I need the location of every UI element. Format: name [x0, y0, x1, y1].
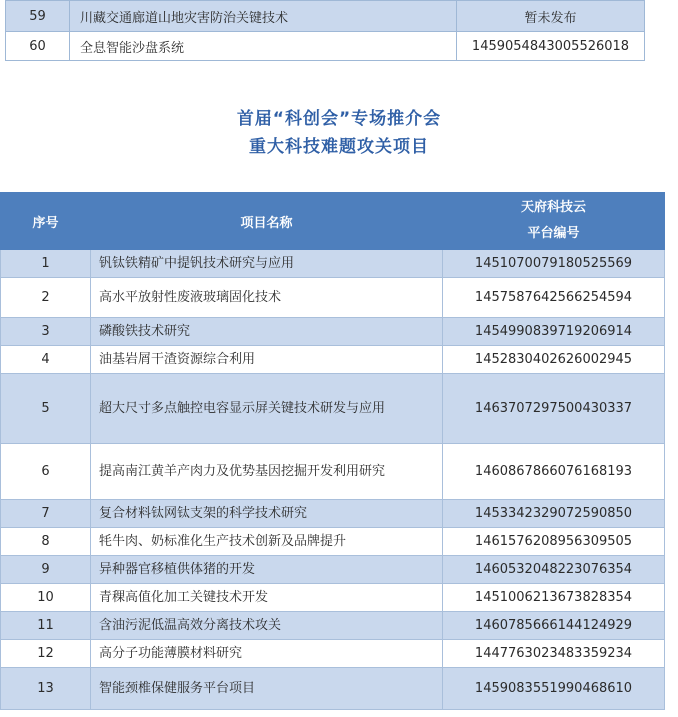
project-name: 磷酸铁技术研究: [91, 318, 443, 346]
platform-id: 1459083551990468610: [443, 668, 665, 710]
table-row: [1, 444, 665, 500]
platform-id: 暂未发布: [457, 1, 645, 32]
project-name: 青稞高值化加工关键技术开发: [91, 584, 443, 612]
project-name: 异种器官移植供体猪的开发: [91, 556, 443, 584]
platform-id: 1460785666144124929: [443, 612, 665, 640]
table-header-row: [1, 193, 665, 250]
table-row: [6, 1, 645, 32]
platform-id: 1453342329072590850: [443, 500, 665, 528]
header-platform-id-line1: 天府科技云: [520, 200, 586, 215]
row-number: 11: [1, 612, 91, 640]
section-title: 首届“科创会”专场推介会: [236, 109, 442, 129]
table-row: [1, 374, 665, 444]
table-row: [1, 584, 665, 612]
row-number: 5: [1, 374, 91, 444]
project-table: [0, 192, 665, 710]
table-row: [1, 528, 665, 556]
project-name: 复合材料钛网钛支架的科学技术研究: [91, 500, 443, 528]
row-number: 6: [1, 444, 91, 500]
platform-id: 1452830402626002945: [443, 346, 665, 374]
project-name: 川藏交通廊道山地灾害防治关键技术: [70, 1, 457, 32]
project-name: 钒钛铁精矿中提钒技术研究与应用: [91, 250, 443, 278]
platform-id: 1460532048223076354: [443, 556, 665, 584]
table-row: [6, 32, 645, 61]
table-row: [1, 250, 665, 278]
header-platform-id-line2: 平台编号: [527, 226, 580, 241]
row-number: 8: [1, 528, 91, 556]
platform-id: 1454990839719206914: [443, 318, 665, 346]
project-name: 超大尺寸多点触控电容显示屏关键技术研发与应用: [91, 374, 443, 444]
platform-id: 1463707297500430337: [443, 374, 665, 444]
platform-id: 1451006213673828354: [443, 584, 665, 612]
table-row: [1, 612, 665, 640]
table-row: [1, 640, 665, 668]
project-name: 含油污泥低温高效分离技术攻关: [91, 612, 443, 640]
project-name: 牦牛肉、奶标准化生产技术创新及品牌提升: [91, 528, 443, 556]
table-row: [1, 556, 665, 584]
header-project-name: 项目名称: [91, 193, 443, 250]
table-row: [1, 318, 665, 346]
project-name: 油基岩屑干渣资源综合利用: [91, 346, 443, 374]
project-name: 高水平放射性废液玻璃固化技术: [91, 278, 443, 318]
row-number: 3: [1, 318, 91, 346]
row-number: 2: [1, 278, 91, 318]
row-number: 9: [1, 556, 91, 584]
row-number: 59: [6, 1, 70, 32]
previous-project-table: [5, 0, 645, 61]
platform-id: 1459054843005526018: [457, 32, 645, 61]
project-name: 高分子功能薄膜材料研究: [91, 640, 443, 668]
table-row: [1, 500, 665, 528]
row-number: 4: [1, 346, 91, 374]
project-name: 提高南江黄羊产肉力及优势基因挖掘开发利用研究: [91, 444, 443, 500]
row-number: 10: [1, 584, 91, 612]
header-platform-id: [443, 193, 665, 250]
header-number: 序号: [1, 193, 91, 250]
platform-id: 1447763023483359234: [443, 640, 665, 668]
row-number: 7: [1, 500, 91, 528]
row-number: 1: [1, 250, 91, 278]
section-subtitle: 重大科技难题攻关项目: [249, 137, 429, 157]
platform-id: 1460867866076168193: [443, 444, 665, 500]
table-row: [1, 346, 665, 374]
project-name: 智能颈椎保健服务平台项目: [91, 668, 443, 710]
platform-id: 1451070079180525569: [443, 250, 665, 278]
row-number: 13: [1, 668, 91, 710]
row-number: 60: [6, 32, 70, 61]
row-number: 12: [1, 640, 91, 668]
platform-id: 1461576208956309505: [443, 528, 665, 556]
table-row: [1, 668, 665, 710]
table-row: [1, 278, 665, 318]
project-name: 全息智能沙盘系统: [70, 32, 457, 61]
platform-id: 1457587642566254594: [443, 278, 665, 318]
